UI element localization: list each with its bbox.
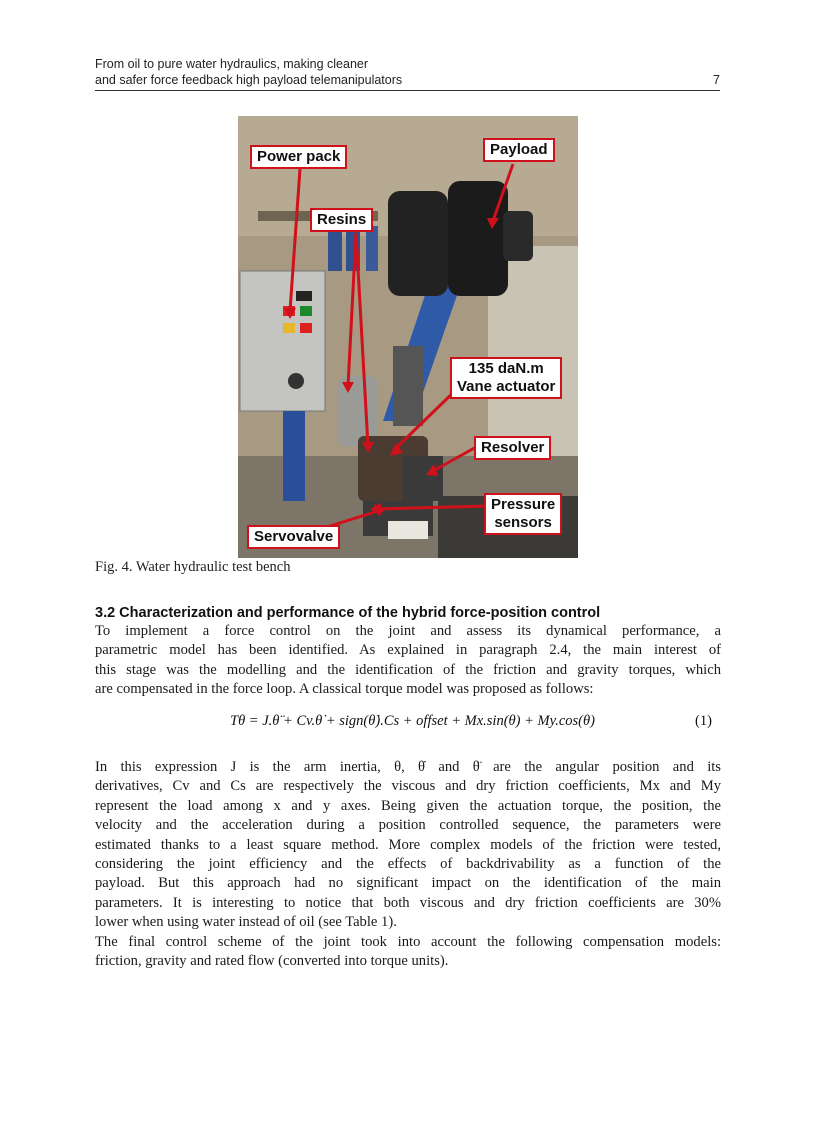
p2-line: lower when using water instead of oil (see Table 1). <box>95 914 397 931</box>
label-resolver: Resolver <box>474 436 551 460</box>
cabinet-button-red-2 <box>300 323 312 333</box>
p2-line: derivatives, Cv and Cs are respectively the viscous and dry friction coefficients, Mx and My <box>95 778 721 795</box>
p2-line: considering the joint efficiency and the effects of backdrivability as a function of the <box>95 856 721 873</box>
label-pressure-sensors <box>484 493 562 535</box>
p1-line: are compensated in the force loop. A classical torque model was proposed as follows: <box>95 681 594 698</box>
label-pressure-line-2: sensors <box>494 514 552 531</box>
equation-number: (1) <box>695 713 712 729</box>
resolver-box <box>403 456 443 501</box>
p2-line: represent the load among x and y axes. Being given the actuation torque, the position, the <box>95 797 721 814</box>
cabinet-display <box>296 291 312 301</box>
paper-sheet <box>388 521 428 539</box>
label-payload: Payload <box>483 138 555 162</box>
label-resins: Resins <box>310 208 373 232</box>
p2-line: payload. But this approach had no significant impact on the identification of the main <box>95 875 721 892</box>
test-bench-photo <box>238 116 578 558</box>
p1-line: this stage was the modelling and the identification of the friction and gravity torques, which <box>95 661 721 678</box>
payload-disk-2 <box>448 181 508 296</box>
label-servovalve: Servovalve <box>247 525 340 549</box>
p2-line: velocity and the acceleration during a position controlled sequence, the parameters were <box>95 817 721 834</box>
pipe-column <box>393 346 423 426</box>
label-pressure-line-1: Pressure <box>491 496 556 513</box>
p1-line: To implement a force control on the joint and assess its dynamical performance, a <box>95 623 721 639</box>
header-line-2: and safer force feedback high payload telemanipulators <box>95 73 403 87</box>
figure-caption: Fig. 4. Water hydraulic test bench <box>95 559 291 575</box>
p2-line: parameters. It is interesting to notice that both viscous and dry friction coefficients are 30% <box>95 894 721 911</box>
label-power-pack: Power pack <box>250 145 347 169</box>
paragraph-1 <box>95 622 721 700</box>
cabinet-knob <box>288 373 304 389</box>
torque-equation: Tθ = J.θ̈ + Cv.θ̇ + sign(θ̇).Cs + offset + Mx.sin(θ) + My.cos(θ) <box>230 713 595 729</box>
water-tank <box>338 376 378 446</box>
paragraph-2 <box>95 758 721 971</box>
p3-line: The final control scheme of the joint took into account the following compensation models: <box>95 933 721 950</box>
p1-line: parametric model has been identified. As explained in paragraph 2.4, the main interest of <box>95 642 721 659</box>
label-vane-line-1: 135 daN.m <box>468 360 544 377</box>
p3-line: friction, gravity and rated flow (converted into torque units). <box>95 953 449 970</box>
cabinet-button-yellow <box>283 323 295 333</box>
payload-disk-1 <box>388 191 448 296</box>
label-vane-actuator <box>450 357 562 399</box>
cabinet-button-green <box>300 306 312 316</box>
control-cabinet <box>240 271 325 411</box>
header-line-1: From oil to pure water hydraulics, making cleaner <box>95 57 369 71</box>
blue-stand-post <box>283 411 305 501</box>
section-heading: 3.2 Characterization and performance of the hybrid force-position control <box>95 605 601 621</box>
resin-filter-3 <box>366 226 378 271</box>
page-number: 7 <box>713 73 720 87</box>
p2-line: estimated thanks to a least square method. More complex models of the friction were tested, <box>95 836 721 853</box>
label-vane-line-2: Vane actuator <box>457 378 556 395</box>
running-header <box>95 56 720 91</box>
p2-line: In this expression J is the arm inertia, θ, θ̇ and θ̈ are the angular position and its <box>95 759 721 775</box>
photo-illustration <box>238 116 578 558</box>
payload-hub <box>503 211 533 261</box>
